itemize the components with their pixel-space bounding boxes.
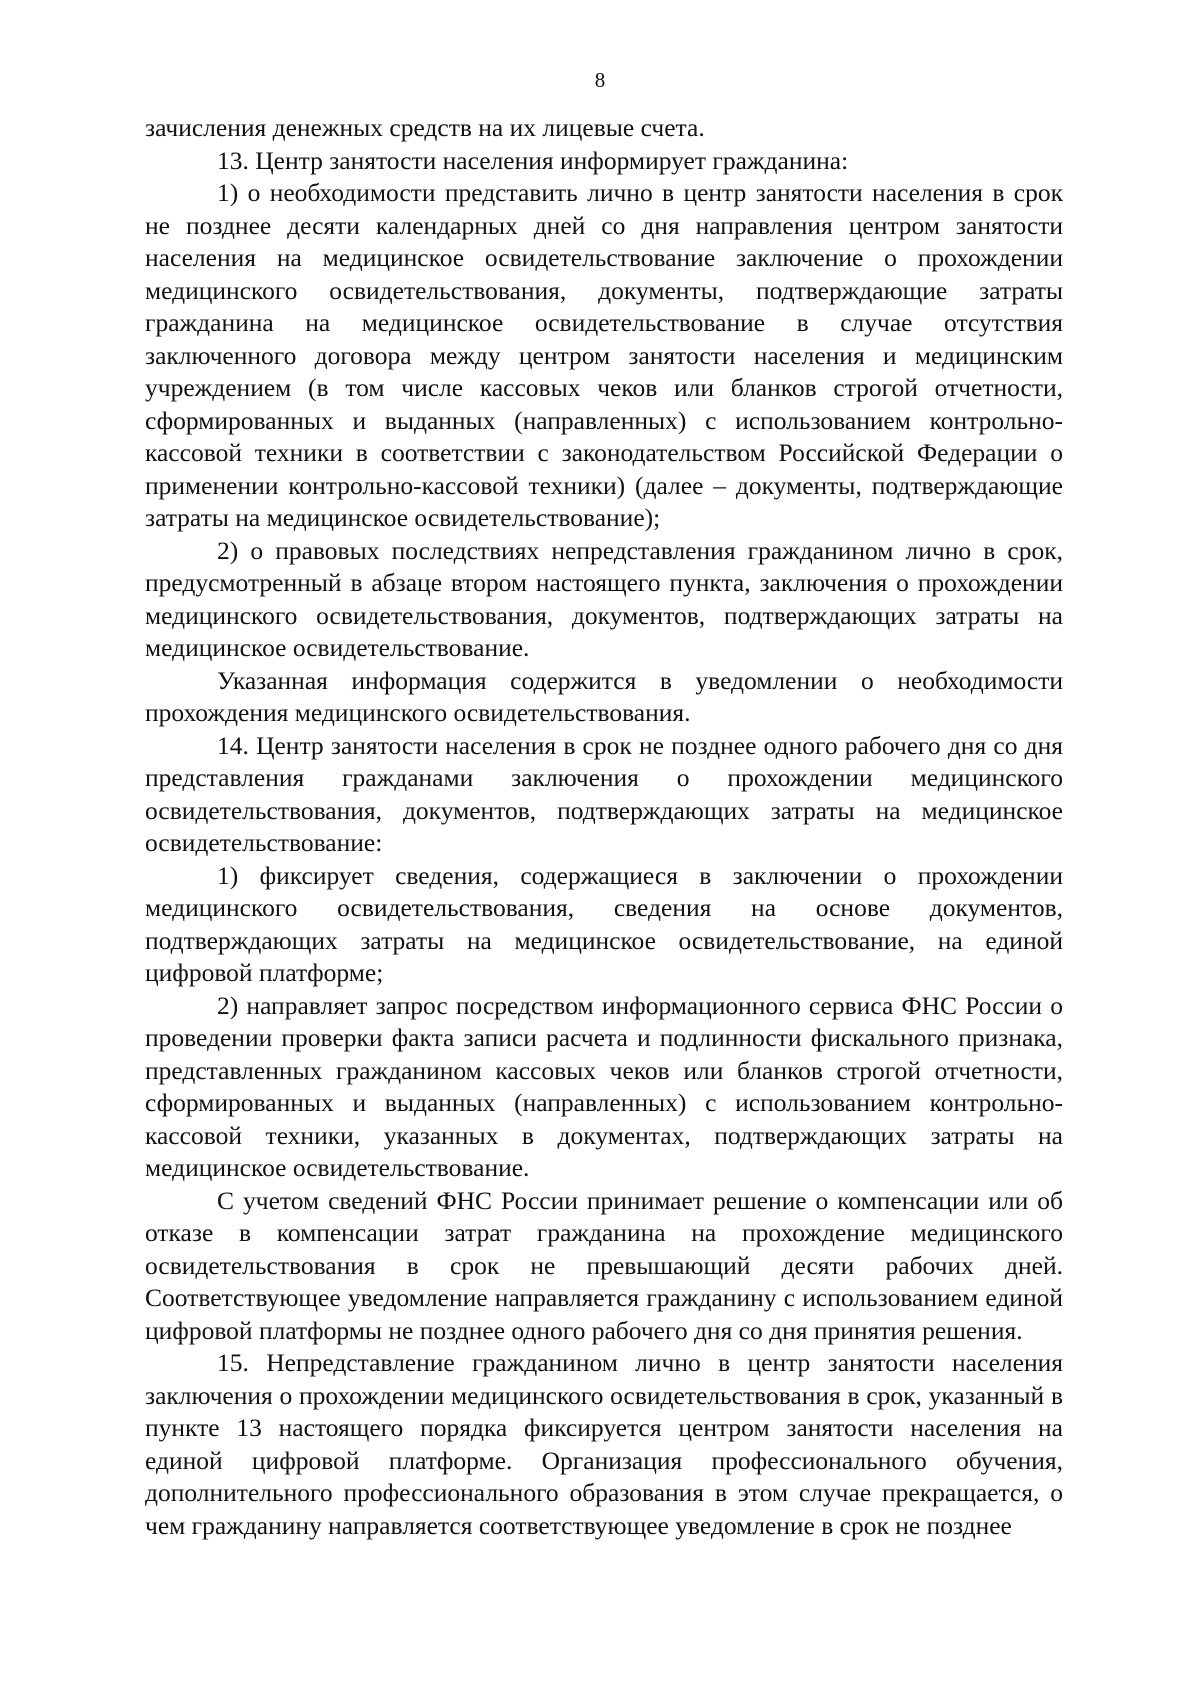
- paragraph-continuation: зачисления денежных средств на их лицевые счета.: [145, 113, 705, 142]
- paragraph-item-14-1: 1) фиксирует сведения, содержащиеся в заключении о прохождении медицинского освидетельствования, сведения на основе документов, подтверждающих затраты на медицинское освидетельствование, на единой цифровой платформе;: [145, 860, 1063, 987]
- paragraph-item-14-2: 2) направляет запрос посредством информационного сервиса ФНС России о проведении проверки факта записи расчета и подлинности фискального признака, представленных гражданином кассовых чеков или бланков строгой отчетности, сформированных и выданных (направленных) с использованием контрольно-кассовой техники, указанных в документах, подтверждающих затраты на медицинское освидетельствование.: [145, 990, 1063, 1182]
- paragraph-notice: Указанная информация содержится в уведомлении о необходимости прохождения медицинского освидетельствования.: [145, 665, 1063, 727]
- paragraph-decision: С учетом сведений ФНС России принимает решение о компенсации или об отказе в компенсации затрат гражданина на прохождение медицинского освидетельствования в срок не превышающий десяти рабочих дней. Соответствующее уведомление направляется гражданину с использованием единой цифровой платформы не позднее одного рабочего дня со дня принятия решения.: [145, 1185, 1063, 1345]
- paragraph-item-15: 15. Непредставление гражданином лично в центр занятости населения заключения о прохождении медицинского освидетельствования в срок, указанный в пункте 13 настоящего порядка фиксируется центром занятости населения на единой цифровой платформе. Организация профессионального обучения, дополнительного профессионального образования в этом случае прекращается, о чем гражданину направляется соответствующее уведомление в срок не позднее: [145, 1348, 1063, 1540]
- paragraph-item-13: 13. Центр занятости населения информирует гражданина:: [217, 145, 849, 175]
- page-number: 8: [594, 68, 606, 92]
- document-body: [145, 112, 1063, 1542]
- paragraph-item-13-1: 1) о необходимости представить лично в центр занятости населения в срок не позднее десяти календарных дней со дня направления центром занятости населения на медицинское освидетельствование заключение о прохождении медицинского освидетельствования, документы, подтверждающие затраты гражданина на медицинское освидетельствование в случае отсутствия заключенного договора между центром занятости населения и медицинским учреждением (в том числе кассовых чеков или бланков строгой отчетности, сформированных и выданных (направленных) с использованием контрольно-кассовой техники в соответствии с законодательством Российской Федерации о применении контрольно-кассовой техники) (далее – документы, подтверждающие затраты на медицинское освидетельствование);: [145, 178, 1063, 532]
- paragraph-item-13-2: 2) о правовых последствиях непредставления гражданином лично в срок, предусмотренный в абзаце втором настоящего пункта, заключения о прохождении медицинского освидетельствования, документов, подтверждающих затраты на медицинское освидетельствование.: [145, 535, 1063, 662]
- paragraph-item-14: 14. Центр занятости населения в срок не позднее одного рабочего дня со дня представления гражданами заключения о прохождении медицинского освидетельствования, документов, подтверждающих затраты на медицинское освидетельствование:: [145, 730, 1063, 857]
